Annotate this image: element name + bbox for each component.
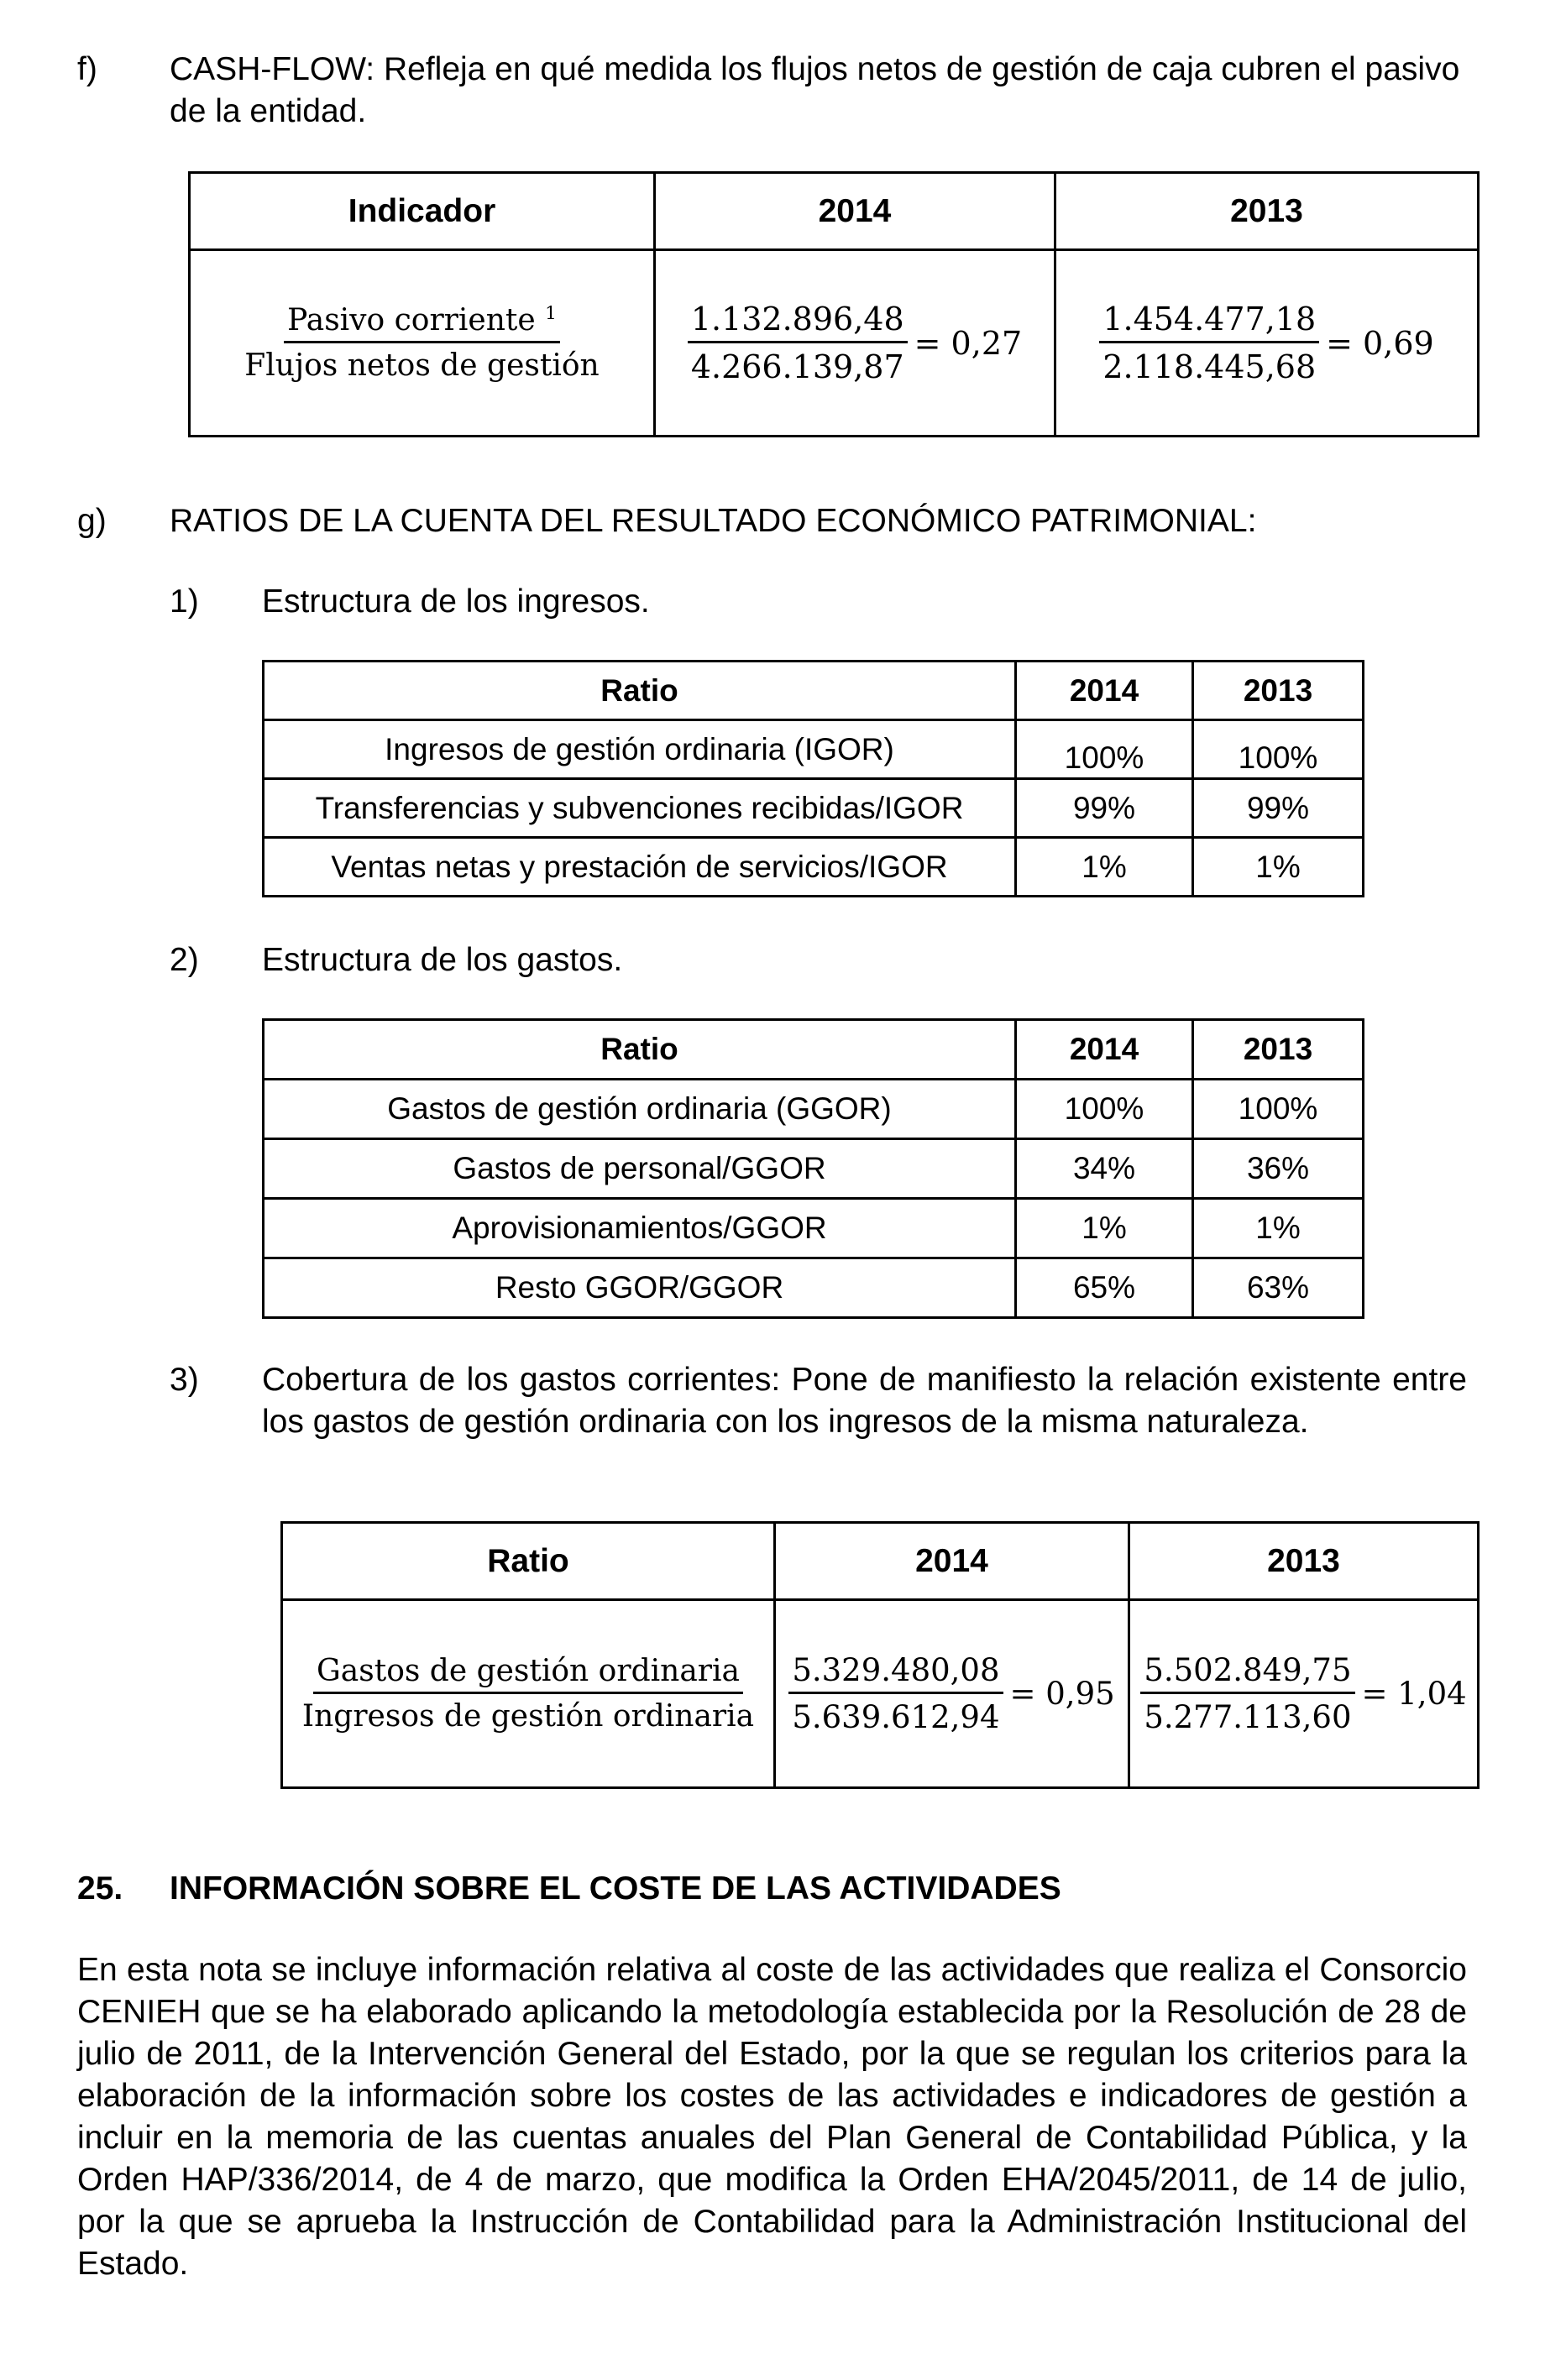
gastos-row-2014: 1% — [1016, 1199, 1193, 1258]
cobertura-header-2013: 2013 — [1129, 1523, 1479, 1600]
sub3-marker: 3) — [170, 1362, 199, 1398]
gastos-row-label: Gastos de gestión ordinaria (GGOR) — [264, 1080, 1016, 1139]
footnote-marker: 1 — [545, 303, 557, 324]
cashflow-indicator-cell — [190, 250, 655, 437]
section-f-text: CASH-FLOW: Refleja en qué medida los flujos netos de gestión de caja cubren el pasivo de la entidad. — [170, 51, 1460, 129]
sub3-text: Cobertura de los gastos corrientes: Pone de manifiesto la relación existente entre los gastos de gestión ordinaria con los ingresos de la misma naturaleza. — [262, 1362, 1467, 1440]
cobertura-ratio-numerator: Gastos de gestión ordinaria — [313, 1654, 743, 1694]
gastos-row-2013: 1% — [1193, 1199, 1364, 1258]
section-g-title: RATIOS DE LA CUENTA DEL RESULTADO ECONÓMICO PATRIMONIAL: — [170, 503, 1257, 539]
cashflow-indicator-denominator: Flujos netos de gestión — [244, 348, 600, 383]
gastos-row-2013: 36% — [1193, 1139, 1364, 1199]
sub1-title: Estructura de los ingresos. — [262, 583, 650, 620]
table-row — [264, 1258, 1364, 1318]
ingresos-header-2013: 2013 — [1193, 662, 1364, 720]
ingresos-row-2013: 100% — [1193, 720, 1364, 779]
sub1-marker: 1) — [170, 583, 199, 620]
cashflow-2013-numerator: 1.454.477,18 — [1099, 301, 1319, 343]
cashflow-2013-denominator: 2.118.445,68 — [1102, 348, 1317, 385]
table-row — [264, 720, 1364, 779]
cashflow-2014-numerator: 1.132.896,48 — [688, 301, 908, 343]
cobertura-2013-numerator: 5.502.849,75 — [1140, 1652, 1354, 1694]
ingresos-row-label: Ventas netas y prestación de servicios/IGOR — [264, 838, 1016, 897]
cobertura-2013-denominator: 5.277.113,60 — [1144, 1699, 1352, 1735]
cashflow-2014-denominator: 4.266.139,87 — [690, 348, 904, 385]
gastos-row-2013: 100% — [1193, 1080, 1364, 1139]
cobertura-header-2014: 2014 — [775, 1523, 1129, 1600]
section-25-title: INFORMACIÓN SOBRE EL COSTE DE LAS ACTIVIDADES — [170, 1870, 1061, 1907]
table-row — [264, 1199, 1364, 1258]
ingresos-row-label: Transferencias y subvenciones recibidas/IGOR — [264, 779, 1016, 838]
cobertura-2013-cell — [1129, 1600, 1479, 1788]
ingresos-header-ratio: Ratio — [264, 662, 1016, 720]
sub2-title: Estructura de los gastos. — [262, 942, 623, 978]
cobertura-2014-denominator: 5.639.612,94 — [792, 1699, 1000, 1735]
cobertura-ratio-cell — [282, 1600, 775, 1788]
ingresos-row-2014: 1% — [1016, 838, 1193, 897]
gastos-row-label: Aprovisionamientos/GGOR — [264, 1199, 1016, 1258]
gastos-row-2014: 100% — [1016, 1080, 1193, 1139]
cobertura-ratio-denominator: Ingresos de gestión ordinaria — [301, 1699, 755, 1734]
cobertura-2013-result: = 1,04 — [1361, 1676, 1467, 1712]
section-25-body: En esta nota se incluye información relativa al coste de las actividades que realiza el Consorcio CENIEH que se ha elaborado aplicando la metodología establecida por la Resolución de 28 de julio de 2011, de la Intervención General del Estado, por la que se regulan los criterios para la elaboración de la información sobre los costes de las actividades e indicadores de gestión a incluir en la memoria de las cuentas anuales del Plan General de Contabilidad Pública, y la Orden HAP/336/2014, de 4 de marzo, que modifica la Orden EHA/2045/2011, de 14 de julio, por la que se aprueba la Instrucción de Contabilidad para la Administración Institucional del Estado. — [77, 1952, 1467, 2282]
ingresos-row-2013: 1% — [1193, 838, 1364, 897]
cashflow-2013-result: = 0,69 — [1326, 324, 1434, 362]
cashflow-2013-cell — [1055, 250, 1479, 437]
cobertura-2014-numerator: 5.329.480,08 — [788, 1652, 1003, 1694]
cashflow-table — [188, 171, 1480, 437]
sub2-marker: 2) — [170, 942, 199, 978]
cobertura-2014-cell — [775, 1600, 1129, 1788]
gastos-row-label: Resto GGOR/GGOR — [264, 1258, 1016, 1318]
cobertura-ratio-fraction — [299, 1654, 757, 1734]
gastos-row-2014: 34% — [1016, 1139, 1193, 1199]
cashflow-indicator-fraction — [241, 303, 602, 383]
cashflow-2014-cell — [655, 250, 1055, 437]
gastos-row-label: Gastos de personal/GGOR — [264, 1139, 1016, 1199]
gastos-header-ratio: Ratio — [264, 1020, 1016, 1080]
cobertura-2014-result: = 0,95 — [1009, 1676, 1115, 1712]
cashflow-2014-result: = 0,27 — [914, 324, 1023, 362]
cashflow-indicator-numerator: Pasivo corriente — [287, 303, 536, 337]
gastos-table — [262, 1018, 1364, 1319]
ingresos-row-2014: 99% — [1016, 779, 1193, 838]
cashflow-header-2013: 2013 — [1055, 173, 1479, 250]
gastos-header-2013: 2013 — [1193, 1020, 1364, 1080]
ingresos-header-2014: 2014 — [1016, 662, 1193, 720]
gastos-header-2014: 2014 — [1016, 1020, 1193, 1080]
section-f-marker: f) — [77, 51, 97, 87]
cashflow-header-2014: 2014 — [655, 173, 1055, 250]
ingresos-row-2014: 100% — [1016, 720, 1193, 779]
ingresos-row-2013: 99% — [1193, 779, 1364, 838]
gastos-row-2014: 65% — [1016, 1258, 1193, 1318]
section-g-marker: g) — [77, 503, 107, 539]
cashflow-header-indicator: Indicador — [190, 173, 655, 250]
table-row — [264, 1139, 1364, 1199]
table-row — [264, 838, 1364, 897]
ingresos-row-label: Ingresos de gestión ordinaria (IGOR) — [264, 720, 1016, 779]
section-25-number: 25. — [77, 1870, 123, 1907]
cobertura-table — [280, 1521, 1480, 1789]
table-row — [264, 779, 1364, 838]
gastos-row-2013: 63% — [1193, 1258, 1364, 1318]
cobertura-header-ratio: Ratio — [282, 1523, 775, 1600]
ingresos-table — [262, 660, 1364, 897]
table-row — [264, 1080, 1364, 1139]
